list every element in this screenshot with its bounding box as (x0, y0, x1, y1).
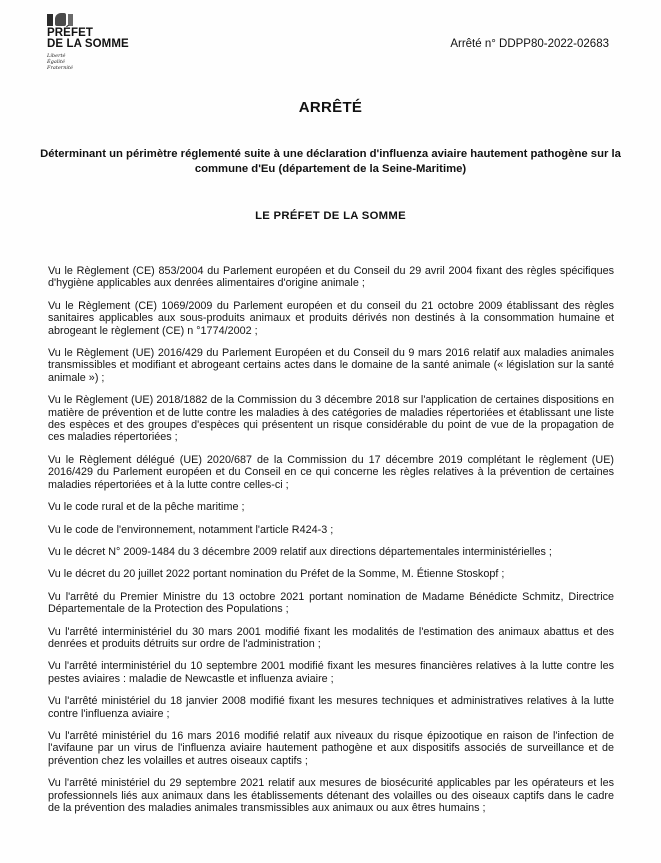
visa-item: Vu le décret du 20 juillet 2022 portant nomination du Préfet de la Somme, M. Étienne Stoskopf ; (48, 568, 505, 581)
prefet-name-line1: PRÉFET (47, 27, 93, 39)
visa-item: Vu l'arrêté ministériel du 16 mars 2016 modifié relatif aux niveaux du risque épizootique en raison de l'infection de l'avifaune par un virus de l'influenza aviaire hautement pathogène et aux dispositifs associés de surveillance et de prévention chez les volailles et autres oiseaux captifs ; (48, 729, 614, 767)
visa-item: Vu le code rural et de la pêche maritime ; (48, 501, 245, 514)
prefet-name-line2: DE LA SOMME (47, 38, 129, 50)
issuing-authority: LE PRÉFET DE LA SOMME (255, 210, 406, 222)
document-subtitle: Déterminant un périmètre réglementé suite à une déclaration d'influenza aviaire hautement pathogène sur la commune d'Eu (département de la Seine-Maritime) (40, 148, 621, 175)
motto-egalite: Égalité (47, 59, 65, 65)
visa-item: Vu le Règlement (CE) 1069/2009 du Parlement européen et du conseil du 21 octobre 2009 établissant des règles sanitaires applicables aux sous-produits animaux et produits dérivés non destinés à la consommation humaine et abrogeant le règlement (CE) n °1774/2002 ; (48, 299, 614, 337)
visa-item: Vu le Règlement (CE) 853/2004 du Parlement européen et du Conseil du 29 avril 2004 fixant des règles spécifiques d'hygiène applicables aux denrées alimentaires d'origine animale ; (48, 265, 614, 290)
visa-item: Vu l'arrêté interministériel du 10 septembre 2001 modifié fixant les mesures financières relatives à la lutte contre les pestes aviaires : maladie de Newcastle et influenza aviaire ; (48, 660, 614, 685)
visa-item: Vu l'arrêté ministériel du 29 septembre 2021 relatif aux mesures de biosécurité applicables par les opérateurs et les professionnels liés aux animaux dans les établissements détenant des volailles ou des oiseaux captifs dans le cadre de la prévention des maladies animales transmissibles aux animaux ou aux êtres humains ; (48, 777, 614, 814)
visa-item: Vu le Règlement (UE) 2018/1882 de la Commission du 3 décembre 2018 sur l'application de certaines dispositions en matière de prévention et de lutte contre les maladies à des catégories de maladies répertoriées et établissant une liste des espèces et des groupes d'espèces qui présentent un risque considérable du point de vue de la propagation de ces maladies répertoriées ; (48, 394, 614, 444)
visa-item: Vu l'arrêté ministériel du 18 janvier 2008 modifié fixant les mesures techniques et administratives relatives à la lutte contre l'influenza aviaire ; (48, 695, 614, 720)
visa-item: Vu le Règlement (UE) 2016/429 du Parlement Européen et du Conseil du 9 mars 2016 relatif aux maladies animales transmissibles et modifiant et abrogeant certains actes dans le domaine de la santé animale (« législation sur la santé animale ») ; (48, 347, 614, 384)
motto-liberte: Liberté (47, 53, 66, 59)
prefecture-logo (47, 12, 157, 71)
marianne-emblem-icon (47, 12, 157, 26)
visa-item: Vu le Règlement délégué (UE) 2020/687 de la Commission du 17 décembre 2019 complétant le règlement (UE) 2016/429 du Parlement européen et du Conseil en ce qui concerne les règles relatives à la prévention de certaines maladies répertoriées et à la lutte contre celles-ci ; (48, 453, 614, 491)
visa-list (48, 265, 614, 824)
republic-motto (47, 53, 157, 71)
arrete-reference: Arrêté n° DDPP80-2022-02683 (450, 38, 609, 50)
visa-item: Vu le code de l'environnement, notamment l'article R424-3 ; (48, 523, 334, 536)
visa-item: Vu l'arrêté du Premier Ministre du 13 octobre 2021 portant nomination de Madame Bénédicte Schmitz, Directrice Départementale de la Protection des Populations ; (48, 590, 614, 616)
visa-item: Vu le décret N° 2009-1484 du 3 décembre 2009 relatif aux directions départementales interministérielles ; (48, 545, 552, 558)
document-title: ARRÊTÉ (298, 99, 363, 116)
motto-fraternite: Fraternité (47, 65, 73, 71)
visa-item: Vu l'arrêté interministériel du 30 mars 2001 modifié fixant les modalités de l'estimation des animaux abattus et des denrées et produits détruits sur ordre de l'administration ; (48, 625, 614, 650)
